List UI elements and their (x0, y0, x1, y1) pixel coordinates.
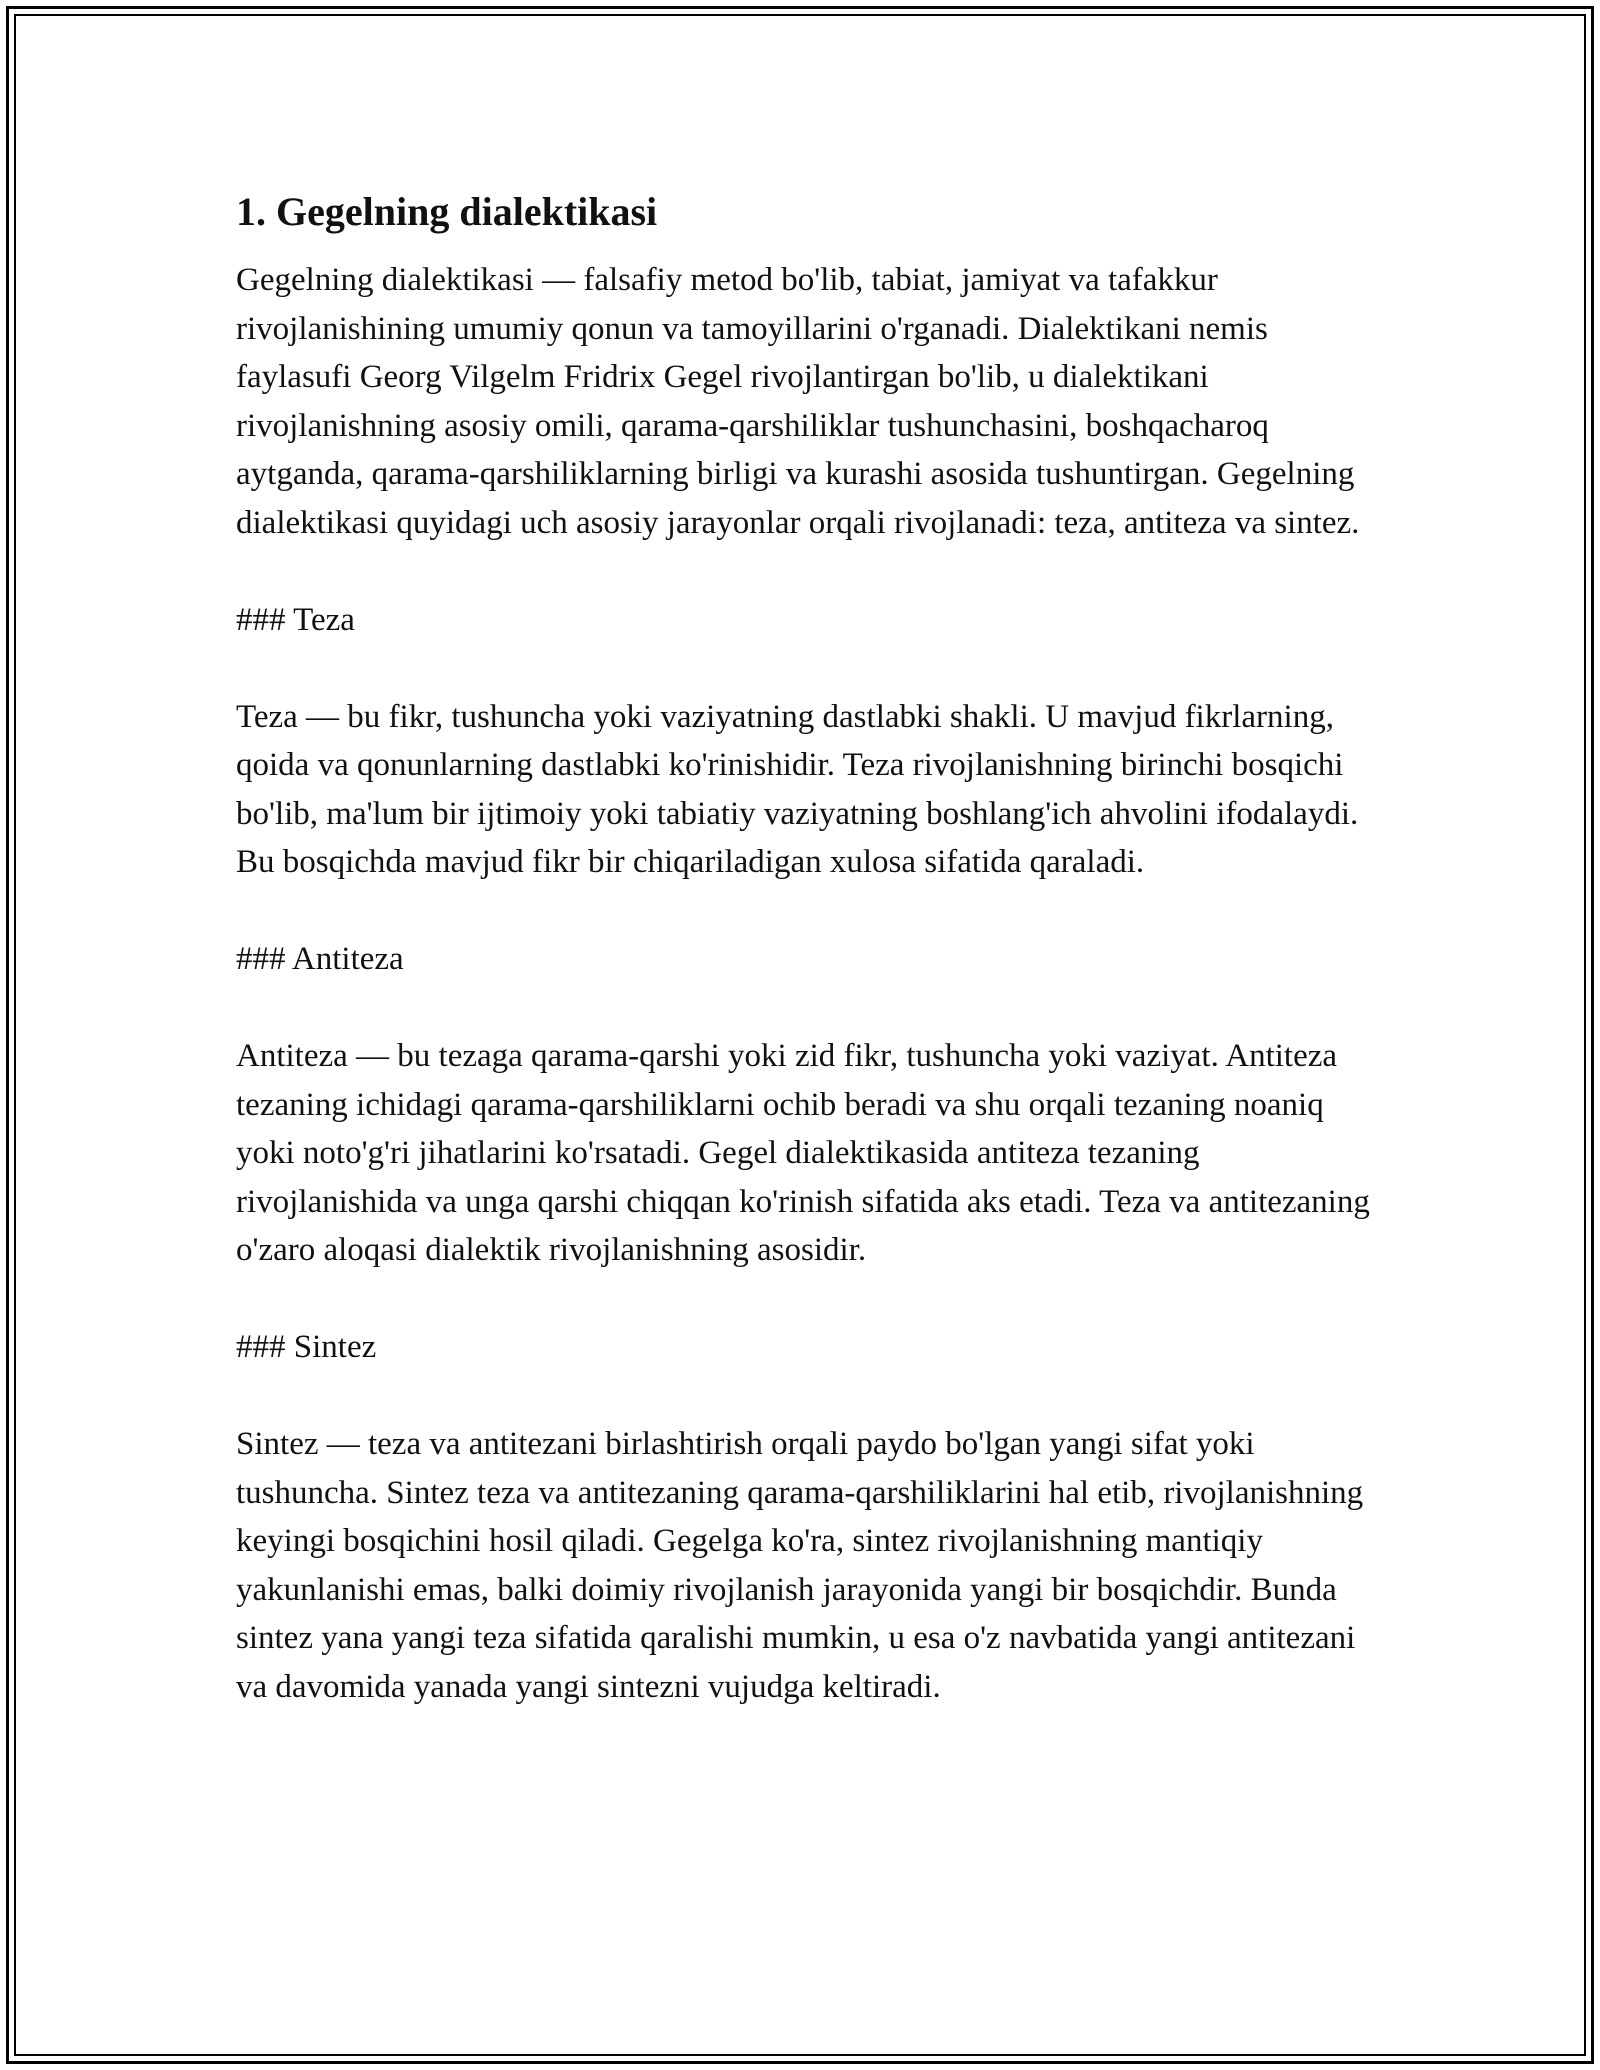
spacer (236, 984, 1376, 1033)
section-heading-sintez: ### Sintez (236, 1329, 377, 1365)
spacer (236, 644, 1376, 693)
section-text-teza: Teza — bu fikr, tushuncha yoki vaziyatning dastlabki shakli. U mavjud fikrlarning, qoida va qonunlarning dastlabki ko'rinishidir. Teza rivojlanishning birinchi bosqichi bo'lib, ma'lum bir ijtimoiy yoki tabiatiy vaziyatning boshlang'ich ahvolini ifodalaydi. Bu bosqichda mavjud fikr bir chiqariladigan xulosa sifatida qaraladi. (236, 698, 1359, 880)
spacer (236, 547, 1376, 596)
spacer (236, 1372, 1376, 1421)
spacer (236, 1275, 1376, 1324)
document-body (236, 182, 1376, 1711)
section-heading-teza: ### Teza (236, 601, 355, 638)
intro-paragraph: Gegelning dialektikasi — falsafiy metod bo'lib, tabiat, jamiyat va tafakkur rivojlanishining umumiy qonun va tamoyillarini o'rganadi. Dialektikani nemis faylasufi Georg Vilgelm Fridrix Gegel rivojlantirgan bo'lib, u dialektikani rivojlanishning asosiy omili, qarama-qarshiliklar tushunchasini, boshqacharoq aytganda, qarama-qarshiliklarning birligi va kurashi asosida tushuntirgan. Gegelning dialektikasi quyidagi uch asosiy jarayonlar orqali rivojlanadi: teza, antiteza va sintez. (236, 262, 1360, 541)
section-text-sintez: Sintez — teza va antitezani birlashtirish orqali paydo bo'lgan yangi sifat yoki tushuncha. Sintez teza va antitezaning qarama-qarshiliklarini hal etib, rivojlanishning keyingi bosqichini hosil qiladi. Gegelga ko'ra, sintez rivojlanishning mantiqiy yakunlanishi emas, balki doimiy rivojlanish jarayonida yangi bir bosqichdir. Bunda sintez yana yangi teza sifatida qaralishi mumkin, u esa o'z navbatida yangi antitezani va davomida yanada yangi sintezni vujudga keltiradi. (236, 1426, 1364, 1705)
spacer (236, 887, 1376, 936)
page-title: 1. Gegelning dialektikasi (236, 189, 658, 234)
section-text-antiteza: Antiteza — bu tezaga qarama-qarshi yoki zid fikr, tushuncha yoki vaziyat. Antiteza tezaning ichidagi qarama-qarshiliklarni ochib beradi va shu orqali tezaning noaniq yoki noto'g'ri jihatlarini ko'rsatadi. Gegel dialektikasida antiteza tezaning rivojlanishida va unga qarshi chiqqan ko'rinish sifatida aks etadi. Teza va antitezaning o'zaro aloqasi dialektik rivojlanishning asosidir. (236, 1038, 1370, 1268)
section-heading-antiteza: ### Antiteza (236, 941, 404, 977)
